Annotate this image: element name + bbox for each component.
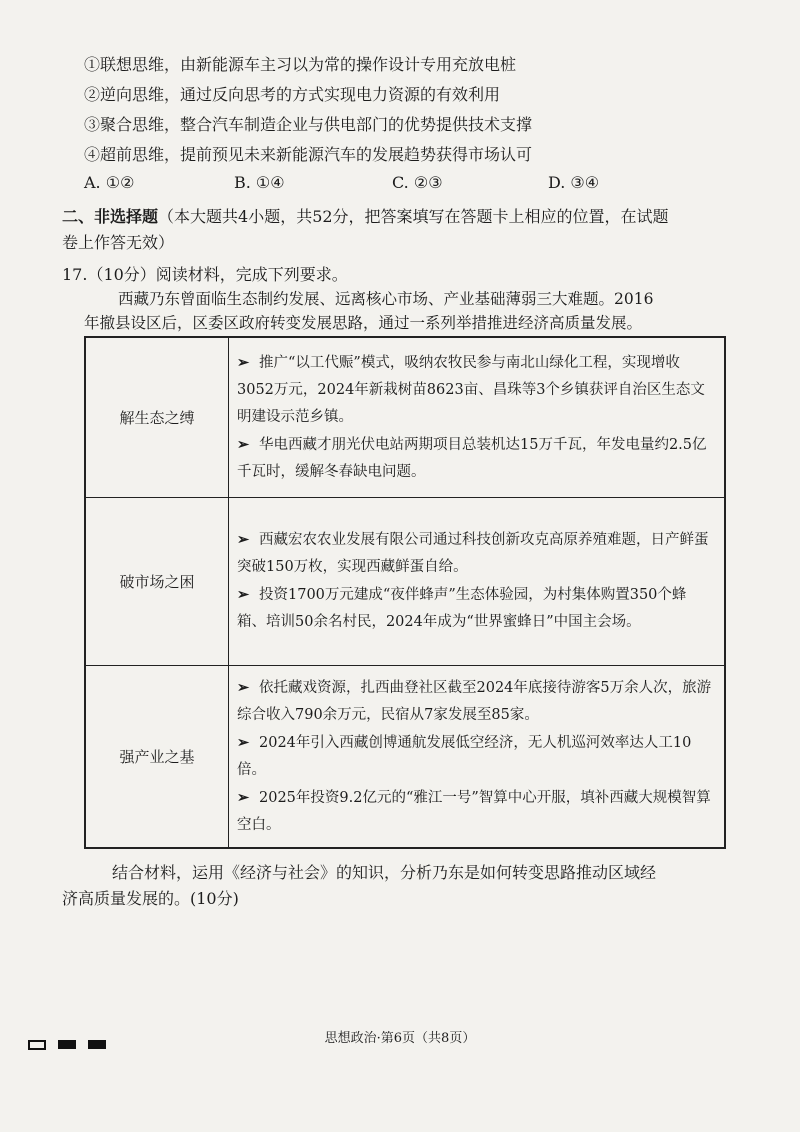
arrow-icon: ➢ [237,678,250,696]
content-cell [229,665,726,848]
list-item [237,431,714,486]
table-row [85,337,725,497]
list-item [237,526,714,581]
category-cell: 解生态之缚 [85,337,229,497]
category-cell: 强产业之基 [85,665,229,848]
arrow-icon: ➢ [237,586,250,603]
list-item [237,349,714,431]
question-number: 17.（10分）阅读材料，完成下列要求。 [62,265,348,284]
arrow-icon: ➢ [237,353,250,371]
solid-mark-icon [88,1040,106,1049]
arrow-icon: ➢ [237,435,250,453]
material-table [84,336,726,849]
solid-mark-icon [58,1040,76,1049]
list-item [237,674,714,729]
hollow-mark-icon [28,1040,46,1050]
choice-c: C. ②③ [392,173,443,192]
item-text: 投资1700万元建成“夜伴蜂声”生态体验园，为村集体购置350个蜂箱、培训50余名村民，2024年成为“世界蜜蜂日”中国主会场。 [237,587,687,630]
section-title: 二、非选择题 [62,207,159,226]
item-text: 推广“以工代赈”模式，吸纳农牧民参与南北山绿化工程，实现增收3052万元，2024年新栽树苗8623亩、昌珠等3个乡镇获评自治区生态文明建设示范乡镇。 [237,354,705,425]
option-4: ④超前思维，提前预见未来新能源汽车的发展趋势获得市场认可 [84,145,533,164]
arrow-icon: ➢ [237,788,250,806]
item-text: 华电西藏才朋光伏电站两期项目总装机达15万千瓦，年发电量约2.5亿千瓦时，缓解冬春缺电问题。 [237,436,707,480]
arrow-icon: ➢ [237,733,250,751]
task-line2: 济高质量发展的。(10分) [62,889,239,908]
section-note-line2: 卷上作答无效） [62,233,175,252]
content-cell [229,497,726,665]
option-2: ②逆向思维，通过反向思考的方式实现电力资源的有效利用 [84,85,501,104]
item-text: 2025年投资9.2亿元的“雅江一号”智算中心开服，填补西藏大规模智算空白。 [237,789,711,833]
section-note-line1: （本大题共4小题，共52分，把答案填写在答题卡上相应的位置，在试题 [158,207,669,226]
item-text: 西藏宏农农业发展有限公司通过科技创新攻克高原养殖难题，日产鲜蛋突破150万枚，实现西藏鲜蛋自给。 [237,532,709,575]
category-cell: 破市场之困 [85,497,229,665]
intro-line1: 西藏乃东曾面临生态制约发展、远离核心市场、产业基础薄弱三大难题。2016 [118,290,654,308]
choice-a: A. ①② [84,173,135,192]
arrow-icon: ➢ [237,531,250,548]
list-item [237,729,714,784]
task-line1: 结合材料，运用《经济与社会》的知识，分析乃东是如何转变思路推动区域经 [112,863,657,882]
item-text: 2024年引入西藏创博通航发展低空经济，无人机巡河效率达人工10倍。 [237,734,692,778]
table-row [85,497,725,665]
choice-b: B. ①④ [234,173,285,192]
content-cell [229,337,726,497]
section-heading [62,206,669,228]
page-footer: 思想政治·第6页（共8页） [324,1031,476,1046]
list-item [237,784,714,839]
option-3: ③聚合思维，整合汽车制造企业与供电部门的优势提供技术支撑 [84,115,533,134]
choice-d: D. ③④ [548,173,600,192]
list-item [237,581,714,636]
intro-line2: 年撤县设区后，区委区政府转变发展思路，通过一系列举措推进经济高质量发展。 [84,314,643,332]
table-row [85,665,725,848]
item-text: 依托藏戏资源，扎西曲登社区截至2024年底接待游客5万余人次，旅游综合收入790余万元，民宿从7家发展至85家。 [237,679,712,723]
option-1: ①联想思维，由新能源车主习以为常的操作设计专用充放电桩 [84,55,517,74]
